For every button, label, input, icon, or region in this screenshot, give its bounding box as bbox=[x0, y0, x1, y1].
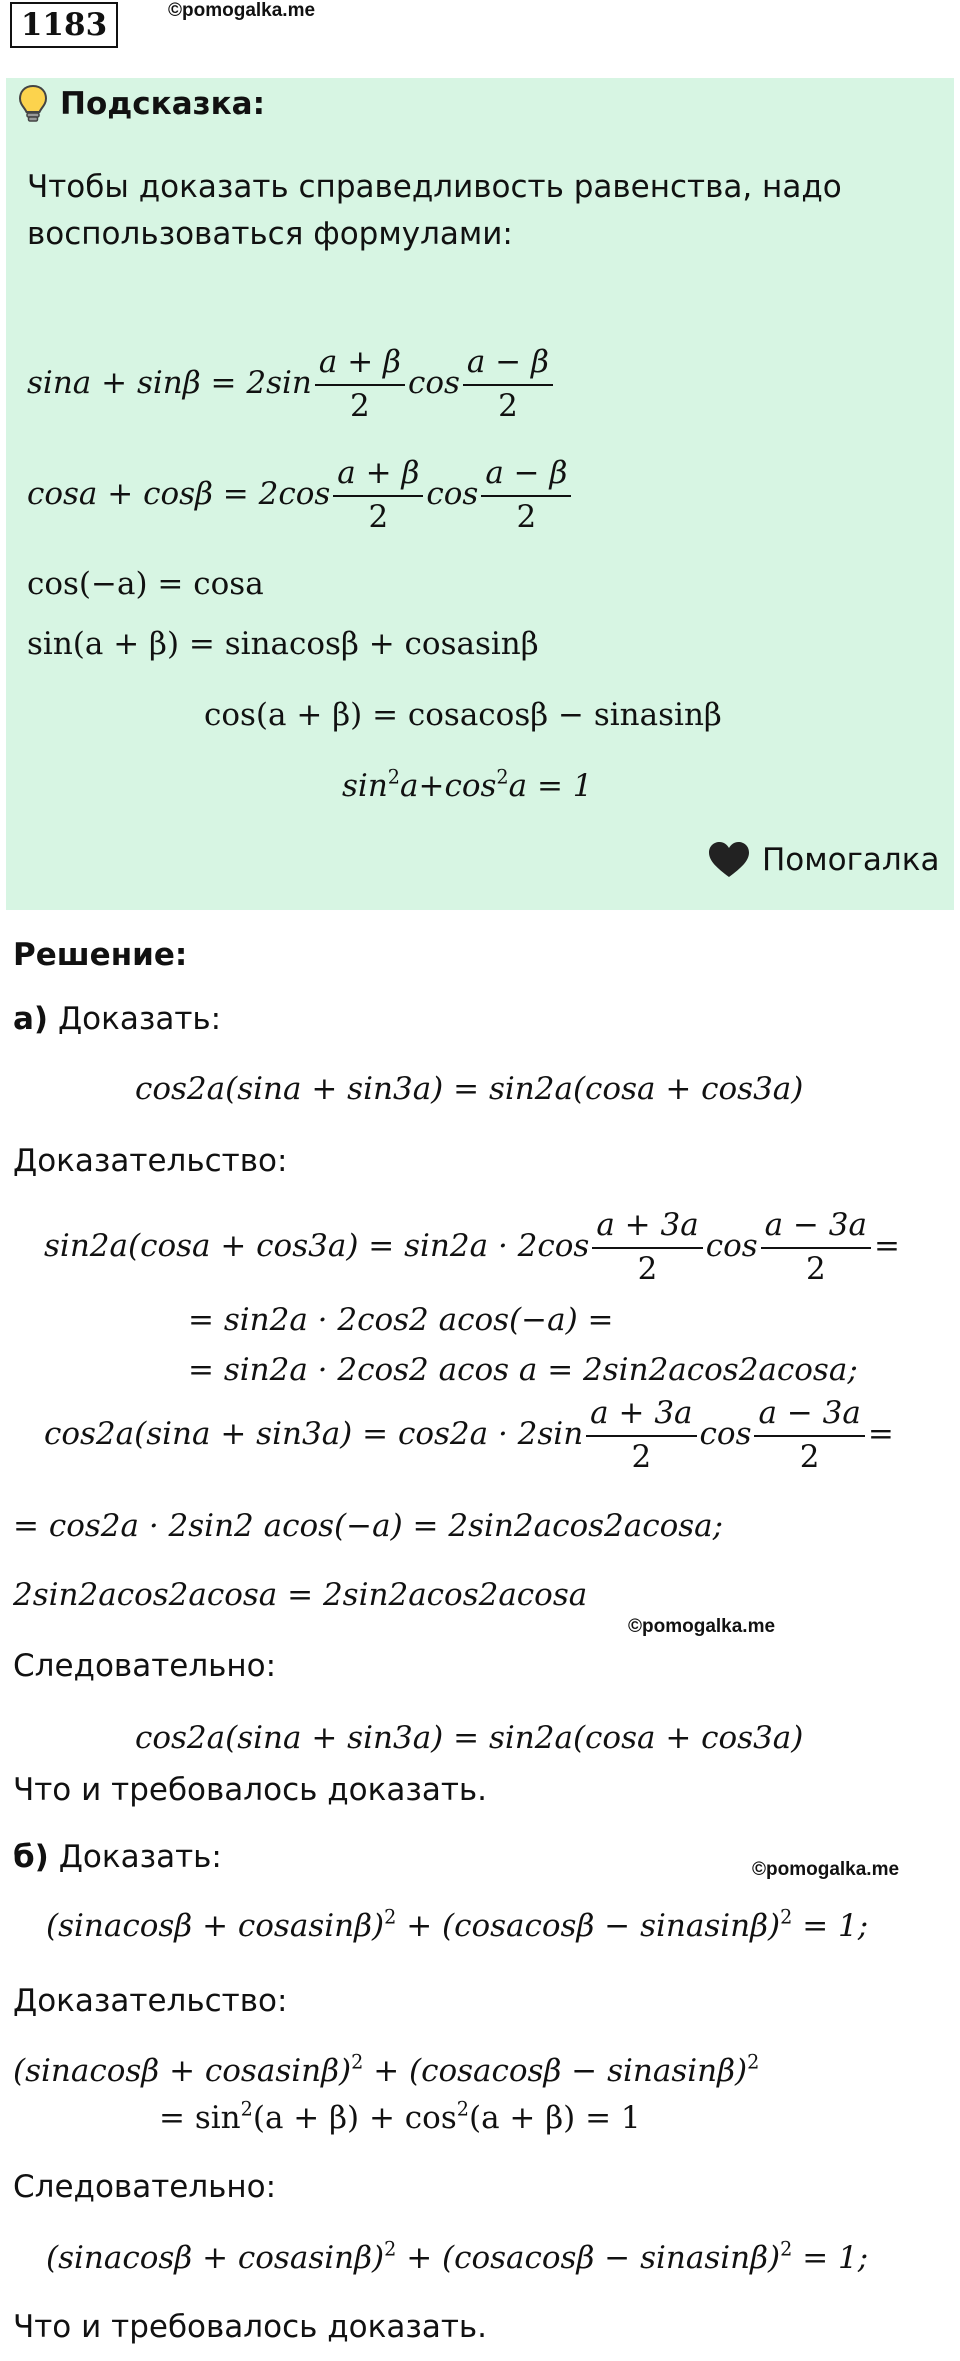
problem-number: 1183 bbox=[10, 2, 118, 48]
part-a-heading: а) Доказать: bbox=[13, 1001, 222, 1037]
part-b-heading: б) Доказать: bbox=[13, 1839, 222, 1875]
lightbulb-icon bbox=[18, 84, 48, 128]
part-a-proof-label: Доказательство: bbox=[13, 1143, 288, 1179]
fraction: $\frac{a + \beta}{2}$ bbox=[315, 345, 405, 424]
formula-sum-cos: cosa + cosβ = 2cos $\frac{a + \beta}{2}$ cos $\frac{a - \beta}{2}$ bbox=[27, 456, 574, 535]
hint-intro-line1: Чтобы доказать справедливость равенства, надо bbox=[27, 169, 842, 205]
part-a-step3: = sin2a · 2cos2 acos a = 2sin2acos2acosa; bbox=[188, 1352, 858, 1388]
fraction: $\frac{a - 3a}{2}$ bbox=[761, 1208, 871, 1287]
solution-title: Решение: bbox=[13, 937, 188, 973]
part-a-conclusion: cos2a(sina + sin3a) = sin2a(cosa + cos3a) bbox=[135, 1720, 804, 1756]
formula-sum-sin: sina + sinβ = 2sin $\frac{a + \beta}{2}$ cos $\frac{a - \beta}{2}$ bbox=[27, 345, 556, 424]
part-a-step5: = cos2a · 2sin2 acos(−a) = 2sin2acos2acosa; bbox=[13, 1508, 724, 1544]
part-a-qed: Что и требовалось доказать. bbox=[13, 1772, 488, 1808]
brand-name: Помогалка bbox=[762, 842, 940, 878]
part-b-conclusion: (sinacosβ + cosasinβ)$^2$ + (cosacosβ − sinasinβ)$^2$ = 1; bbox=[46, 2237, 869, 2276]
fraction: $\frac{a + \beta}{2}$ bbox=[333, 456, 423, 535]
watermark-mid: ©pomogalka.me bbox=[628, 1616, 776, 1637]
heart-icon bbox=[707, 840, 751, 884]
fraction: $\frac{a - \beta}{2}$ bbox=[463, 345, 553, 424]
fraction: $\frac{a + 3a}{2}$ bbox=[586, 1396, 696, 1475]
hint-intro-line2: воспользоваться формулами: bbox=[27, 216, 513, 252]
part-a-step6: 2sin2acos2acosa = 2sin2acos2acosa bbox=[13, 1577, 588, 1613]
fraction: $\frac{a - 3a}{2}$ bbox=[754, 1396, 864, 1475]
hint-title: Подсказка: bbox=[60, 86, 265, 122]
part-a-step4: cos2a(sina + sin3a) = cos2a · 2sin $\frac{a + 3a}{2}$ cos $\frac{a - 3a}{2}$ = bbox=[44, 1395, 894, 1475]
watermark-bottom: ©pomogalka.me bbox=[752, 1859, 900, 1880]
part-b-step2: = $\sin^2(a + \beta) + \cos^2(a + \beta) = 1$ bbox=[159, 2097, 641, 2136]
part-b-proof-label: Доказательство: bbox=[13, 1983, 288, 2019]
part-a-therefore: Следовательно: bbox=[13, 1648, 277, 1684]
formula-cos-neg: cos(−a) = cosa bbox=[27, 566, 264, 602]
part-b-statement: (sinacosβ + cosasinβ)$^2$ + (cosacosβ − sinasinβ)$^2$ = 1; bbox=[46, 1905, 869, 1944]
part-b-qed: Что и требовалось доказать. bbox=[13, 2309, 488, 2345]
formula-identity: $\sin^2a+\cos^2a = 1$ bbox=[342, 765, 593, 804]
part-a-statement: cos2a(sina + sin3a) = sin2a(cosa + cos3a) bbox=[135, 1071, 804, 1107]
fraction: $\frac{a + 3a}{2}$ bbox=[592, 1208, 702, 1287]
watermark-top: ©pomogalka.me bbox=[168, 0, 316, 21]
part-b-therefore: Следовательно: bbox=[13, 2169, 277, 2205]
part-a-step1: sin2a(cosa + cos3a) = sin2a · 2cos $\frac{a + 3a}{2}$ cos $\frac{a - 3a}{2}$ = bbox=[44, 1207, 900, 1287]
fraction: $\frac{a - \beta}{2}$ bbox=[481, 456, 571, 535]
part-b-step1: (sinacosβ + cosasinβ)$^2$ + (cosacosβ − sinasinβ)$^2$ bbox=[13, 2050, 760, 2089]
part-a-step2: = sin2a · 2cos2 acos(−a) = bbox=[188, 1302, 614, 1338]
formula-cos-sum: cos(a + β) = cosacosβ − sinasinβ bbox=[204, 697, 722, 733]
formula-sin-sum: sin(a + β) = sinacosβ + cosasinβ bbox=[27, 626, 539, 662]
